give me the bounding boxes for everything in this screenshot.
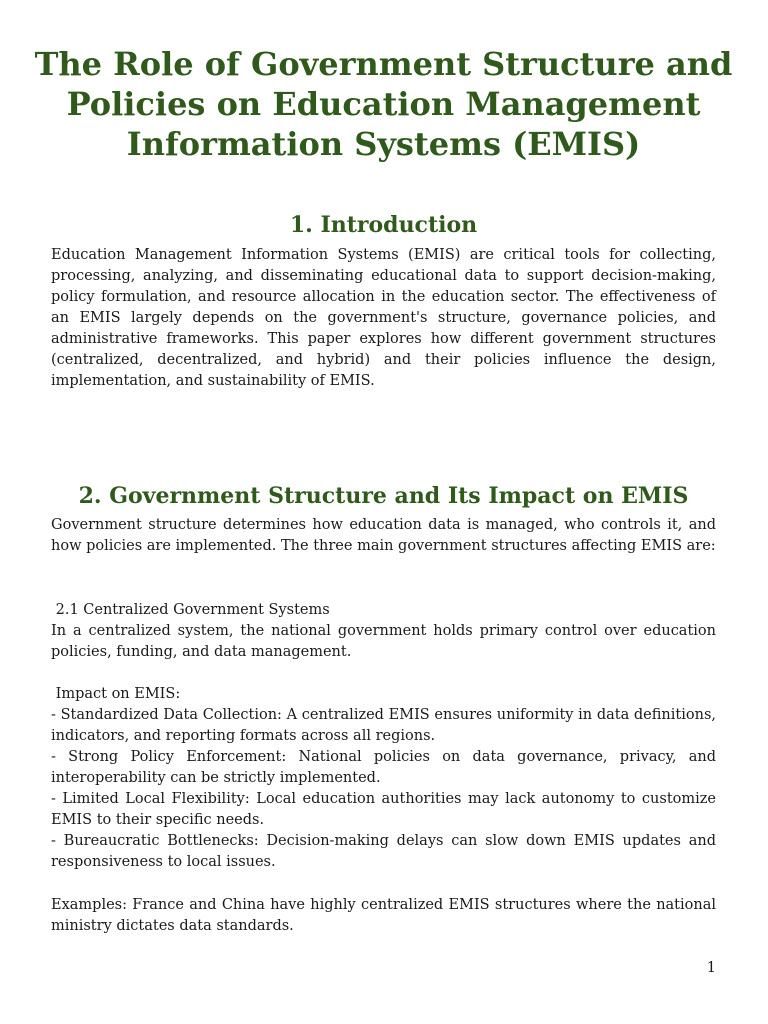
examples-paragraph: Examples: France and China have highly centralized EMIS structures where the national ministry dictates data standards. (51, 897, 716, 934)
government-structure-paragraph: Government structure determines how education data is managed, who controls it, and how policies are implemented. The three main government structures affecting EMIS are: (51, 517, 716, 554)
section-heading-government-structure: 2. Government Structure and Its Impact on EMIS (78, 483, 689, 509)
impact-item-bureaucratic: - Bureaucratic Bottlenecks: Decision-making delays can slow down EMIS updates and responsiveness to local issues. (51, 833, 716, 870)
introduction-paragraph: Education Management Information Systems (EMIS) are critical tools for collecting, processing, analyzing, and disseminating educational data to support decision-making, policy formulation, and resource allocation in the education sector. The effectiveness of an EMIS largely depends on the government's structure, governance policies, and administrative frameworks. This paper explores how different government structures (centralized, decentralized, and hybrid) and their policies influence the design, implementation, and sustainability of EMIS. (51, 247, 716, 389)
centralized-paragraph: In a centralized system, the national government holds primary control over education policies, funding, and data management. (51, 623, 716, 660)
impact-item-standardized: - Standardized Data Collection: A centralized EMIS ensures uniformity in data definitions, indicators, and reporting formats across all regions. (51, 707, 716, 744)
section-heading-introduction: 1. Introduction (289, 212, 478, 238)
impact-list (51, 705, 716, 873)
impact-item-local-flexibility: - Limited Local Flexibility: Local education authorities may lack autonomy to customize EMIS to their specific needs. (51, 791, 716, 828)
document-title: The Role of Government Structure and Policies on Education Management Information Systems (EMIS) (34, 45, 733, 163)
impact-item-policy-enforcement: - Strong Policy Enforcement: National policies on data governance, privacy, and interoperability can be strictly implemented. (51, 749, 716, 786)
subsection-heading-centralized: 2.1 Centralized Government Systems (55, 602, 330, 618)
impact-label: Impact on EMIS: (55, 686, 181, 702)
page-number: 1 (706, 960, 716, 976)
